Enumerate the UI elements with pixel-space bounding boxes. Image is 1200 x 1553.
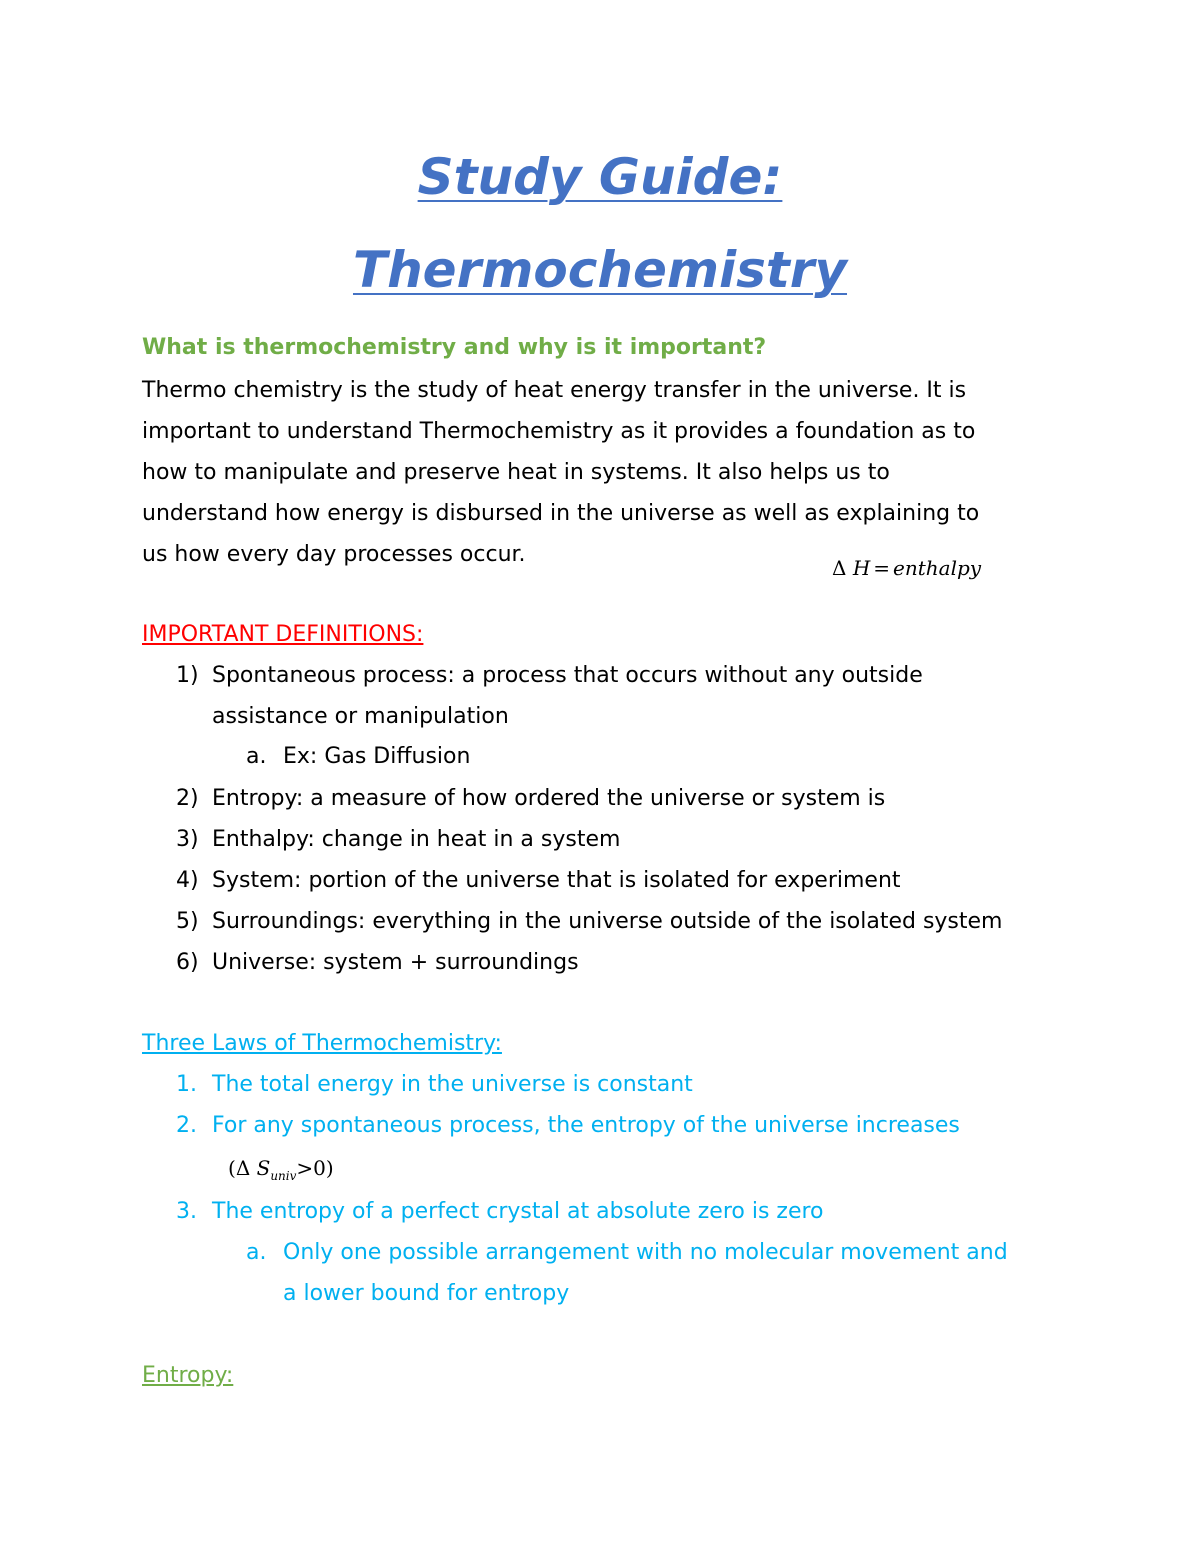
enthalpy-word: enthalpy <box>893 556 982 580</box>
law-second: For any spontaneous process, the entropy of the universe increases <box>212 1113 960 1138</box>
open-paren: ( <box>228 1156 236 1180</box>
definition-spontaneous-cont: assistance or manipulation <box>212 704 509 729</box>
intro-line: important to understand Thermochemistry as it provides a foundation as to <box>142 419 976 444</box>
law-number: 3. <box>176 1199 197 1224</box>
definition-number: 1) <box>176 663 199 688</box>
definition-enthalpy: Enthalpy: change in heat in a system <box>212 827 621 852</box>
intro-line: Thermo chemistry is the study of heat energy transfer in the universe. It is <box>142 378 967 403</box>
univ-subscript: univ <box>270 1169 297 1183</box>
law-third: The entropy of a perfect crystal at absolute zero is zero <box>212 1199 824 1224</box>
definition-number: 6) <box>176 950 199 975</box>
definition-surroundings: Surroundings: everything in the universe outside of the isolated system <box>212 909 1003 934</box>
entropy-symbol: S <box>256 1156 271 1180</box>
law-third-detail: Only one possible arrangement with no molecular movement and <box>283 1240 1008 1265</box>
definition-spontaneous: Spontaneous process: a process that occurs without any outside <box>212 663 923 688</box>
definitions-heading: IMPORTANT DEFINITIONS: <box>142 622 424 647</box>
intro-line: us how every day processes occur. <box>142 542 526 567</box>
delta-symbol: Δ <box>235 1156 251 1180</box>
law-number: 2. <box>176 1113 197 1138</box>
sub-item-letter: a. <box>246 1240 267 1265</box>
definition-entropy: Entropy: a measure of how ordered the universe or system is <box>212 786 886 811</box>
entropy-inequality <box>228 1154 334 1190</box>
title-line-1: Study Guide: <box>417 148 783 206</box>
law-first: The total energy in the universe is constant <box>212 1072 693 1097</box>
definition-example: Ex: Gas Diffusion <box>283 744 471 769</box>
definition-system: System: portion of the universe that is isolated for experiment <box>212 868 901 893</box>
intro-line: how to manipulate and preserve heat in systems. It also helps us to <box>142 460 890 485</box>
definition-universe: Universe: system + surroundings <box>212 950 579 975</box>
greater-than-zero: >0 <box>296 1156 326 1180</box>
definition-number: 5) <box>176 909 199 934</box>
law-third-detail-cont: a lower bound for entropy <box>283 1281 570 1306</box>
laws-heading: Three Laws of Thermochemistry: <box>142 1031 502 1056</box>
intro-question: What is thermochemistry and why is it important? <box>142 335 767 360</box>
enthalpy-equation <box>832 554 981 582</box>
definition-number: 3) <box>176 827 199 852</box>
enthalpy-symbol: H <box>852 556 871 580</box>
definition-number: 4) <box>176 868 199 893</box>
close-paren: ) <box>325 1156 334 1180</box>
delta-symbol: Δ <box>832 556 847 580</box>
law-number: 1. <box>176 1072 197 1097</box>
intro-paragraph <box>142 370 1062 575</box>
sub-item-letter: a. <box>246 744 267 769</box>
equals-sign: = <box>873 556 891 580</box>
entropy-heading: Entropy: <box>142 1363 234 1388</box>
definition-number: 2) <box>176 786 199 811</box>
title-line-2: Thermochemistry <box>352 241 848 299</box>
intro-line: understand how energy is disbursed in the universe as well as explaining to <box>142 501 980 526</box>
